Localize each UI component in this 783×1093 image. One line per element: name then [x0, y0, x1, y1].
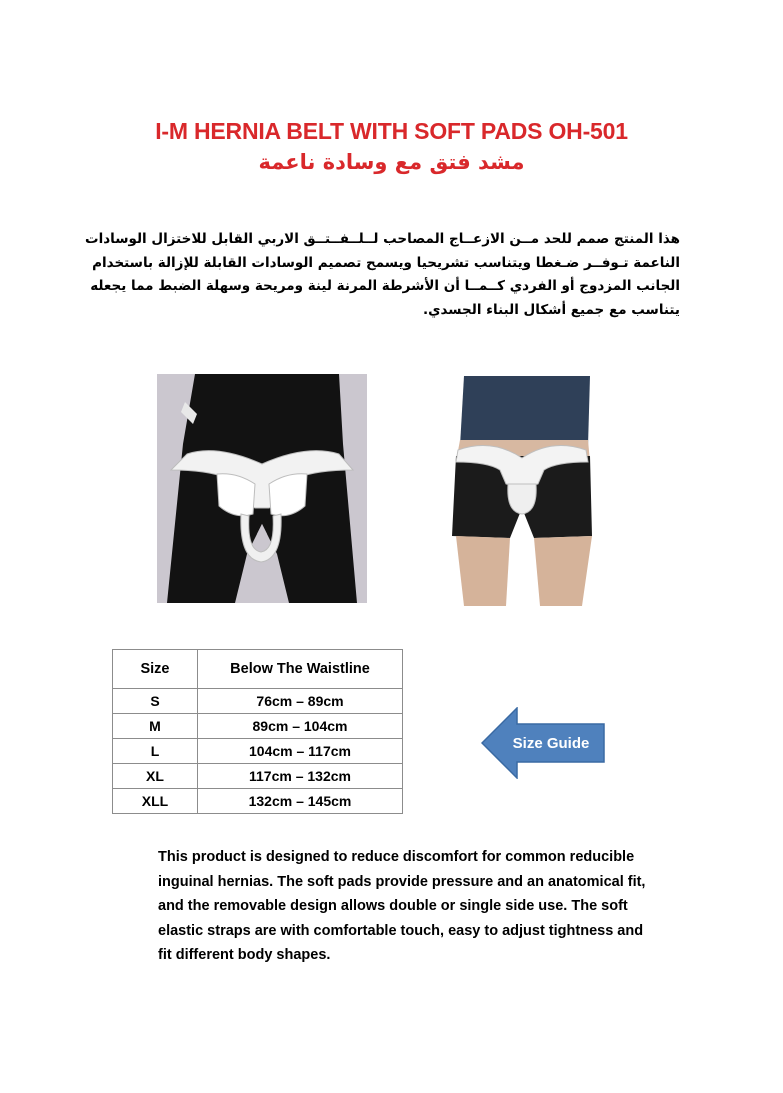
size-cell: M — [113, 714, 198, 739]
english-description-line: fit different body shapes. — [158, 947, 331, 963]
english-description-line: This product is designed to reduce discomfort for common reducible — [158, 849, 635, 865]
table-row — [113, 764, 403, 789]
range-cell: 89cm – 104cm — [198, 714, 403, 739]
arabic-description-line: هذا المنتج صمم للحد مــن الازعــاج المصاحب لــلــفــتــق الاربي القابل للاختزال الوسادات — [85, 231, 680, 247]
table-row — [113, 739, 403, 764]
arabic-description — [85, 228, 680, 322]
english-description-line: and the removable design allows double or single side use. The soft — [158, 898, 628, 914]
english-description-line: elastic straps are with comfortable touch, easy to adjust tightness and — [158, 922, 644, 939]
size-guide-label: Size Guide — [512, 735, 590, 752]
person-belt-illustration — [452, 376, 592, 606]
header-waistline: Below The Waistline — [198, 650, 403, 689]
size-cell: S — [113, 689, 198, 714]
range-cell: 104cm – 117cm — [198, 739, 403, 764]
arabic-description-line: الجانب المزدوج أو الفردي كــمــا أن الأشرطة المرنة لينة ومريحة وسهلة الضبط مما يجعله — [90, 278, 680, 294]
product-photo-worn — [452, 376, 592, 606]
range-cell: 117cm – 132cm — [198, 764, 403, 789]
english-description — [158, 845, 698, 968]
range-cell: 132cm – 145cm — [198, 789, 403, 814]
size-table — [112, 649, 403, 814]
table-header-row — [113, 650, 403, 689]
range-cell: 76cm – 89cm — [198, 689, 403, 714]
table-row — [113, 714, 403, 739]
product-title-english: I-M HERNIA BELT WITH SOFT PADS OH-501 — [155, 118, 628, 144]
product-photo-front — [157, 374, 367, 603]
mannequin-belt-illustration — [157, 374, 367, 603]
arabic-description-line: الناعمة تـوفــر ضـغطا ويتناسب تشريحيا ويسمح تصميم الوسادات القابلة للإزالة باستخدام — [92, 254, 680, 271]
header-size: Size — [113, 650, 198, 689]
table-row — [113, 789, 403, 814]
size-cell: L — [113, 739, 198, 764]
arabic-description-line: يتناسب مع جميع أشكال البناء الجسدي. — [422, 301, 680, 318]
table-row — [113, 689, 403, 714]
size-guide-arrow — [481, 707, 606, 779]
english-description-line: inguinal hernias. The soft pads provide pressure and an anatomical fit, — [158, 873, 646, 890]
product-title-arabic: مشد فتق مع وسادة ناعمة — [258, 150, 525, 174]
size-cell: XL — [113, 764, 198, 789]
size-cell: XLL — [113, 789, 198, 814]
